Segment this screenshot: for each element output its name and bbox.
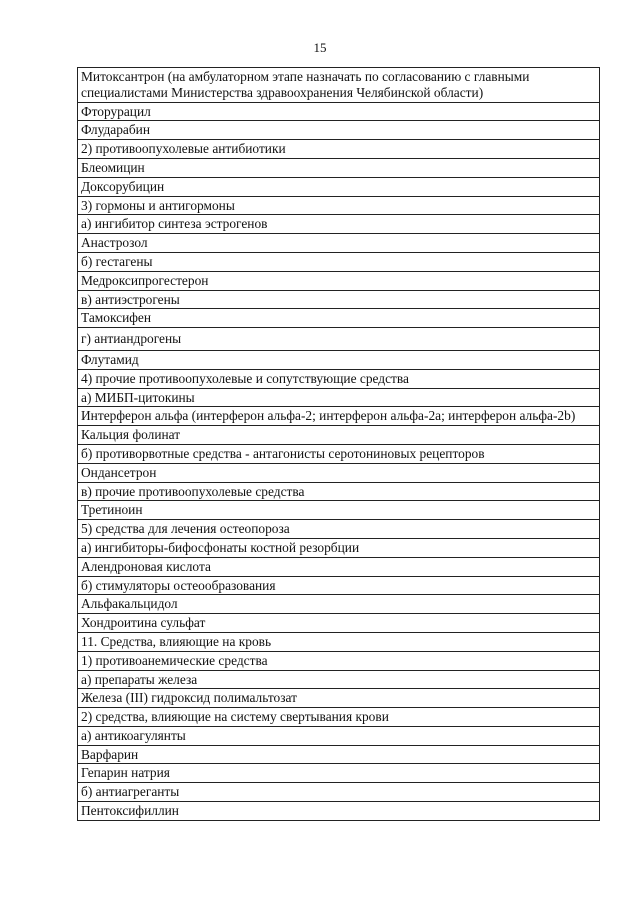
table-row: б) антиагреганты — [78, 783, 599, 802]
table-row: 11. Средства, влияющие на кровь — [78, 633, 599, 652]
table-row: Флударабин — [78, 121, 599, 140]
table-row: 2) средства, влияющие на систему свертывания крови — [78, 708, 599, 727]
table-row: Доксорубицин — [78, 178, 599, 197]
table-row: 2) противоопухолевые антибиотики — [78, 140, 599, 159]
table-row: а) ингибиторы-бифосфонаты костной резорбции — [78, 539, 599, 558]
table-row: Фторурацил — [78, 103, 599, 122]
table-row: Альфакальцидол — [78, 595, 599, 614]
table-row: Анастрозол — [78, 234, 599, 253]
table-row: а) препараты железа — [78, 671, 599, 690]
table-row: а) антикоагулянты — [78, 727, 599, 746]
table-row: в) антиэстрогены — [78, 291, 599, 310]
table-row: Гепарин натрия — [78, 764, 599, 783]
table-row: 4) прочие противоопухолевые и сопутствующие средства — [78, 370, 599, 389]
page-number: 15 — [313, 40, 327, 55]
table-row: 3) гормоны и антигормоны — [78, 197, 599, 216]
table-row: б) стимуляторы остеообразования — [78, 577, 599, 596]
table-row: 5) средства для лечения остеопороза — [78, 520, 599, 539]
table-row: Железа (III) гидроксид полимальтозат — [78, 689, 599, 708]
table-row: Алендроновая кислота — [78, 558, 599, 577]
table-row: Хондроитина сульфат — [78, 614, 599, 633]
table-row: Медроксипрогестерон — [78, 272, 599, 291]
table-row: Блеомицин — [78, 159, 599, 178]
table-row: Кальция фолинат — [78, 426, 599, 445]
table-row: Тамоксифен — [78, 309, 599, 328]
table-row: Варфарин — [78, 746, 599, 765]
table-row: б) гестагены — [78, 253, 599, 272]
table-row: Интерферон альфа (интерферон альфа-2; интерферон альфа-2а; интерферон альфа-2b) — [78, 407, 599, 426]
table-row: в) прочие противоопухолевые средства — [78, 483, 599, 502]
table-row: г) антиандрогены — [78, 328, 599, 351]
table-row: б) противорвотные средства - антагонисты серотониновых рецепторов — [78, 445, 599, 464]
table-row: Митоксантрон (на амбулаторном этапе назначать по согласованию с главными специалистами Министерства здравоохранения Челябинской области) — [78, 68, 599, 103]
drug-list-table — [77, 67, 600, 821]
table-row: а) МИБП-цитокины — [78, 389, 599, 408]
table-row: Флутамид — [78, 351, 599, 370]
table-row: 1) противоанемические средства — [78, 652, 599, 671]
table-row: Третиноин — [78, 501, 599, 520]
table-row: а) ингибитор синтеза эстрогенов — [78, 215, 599, 234]
table-row: Ондансетрон — [78, 464, 599, 483]
table-row: Пентоксифиллин — [78, 802, 599, 821]
